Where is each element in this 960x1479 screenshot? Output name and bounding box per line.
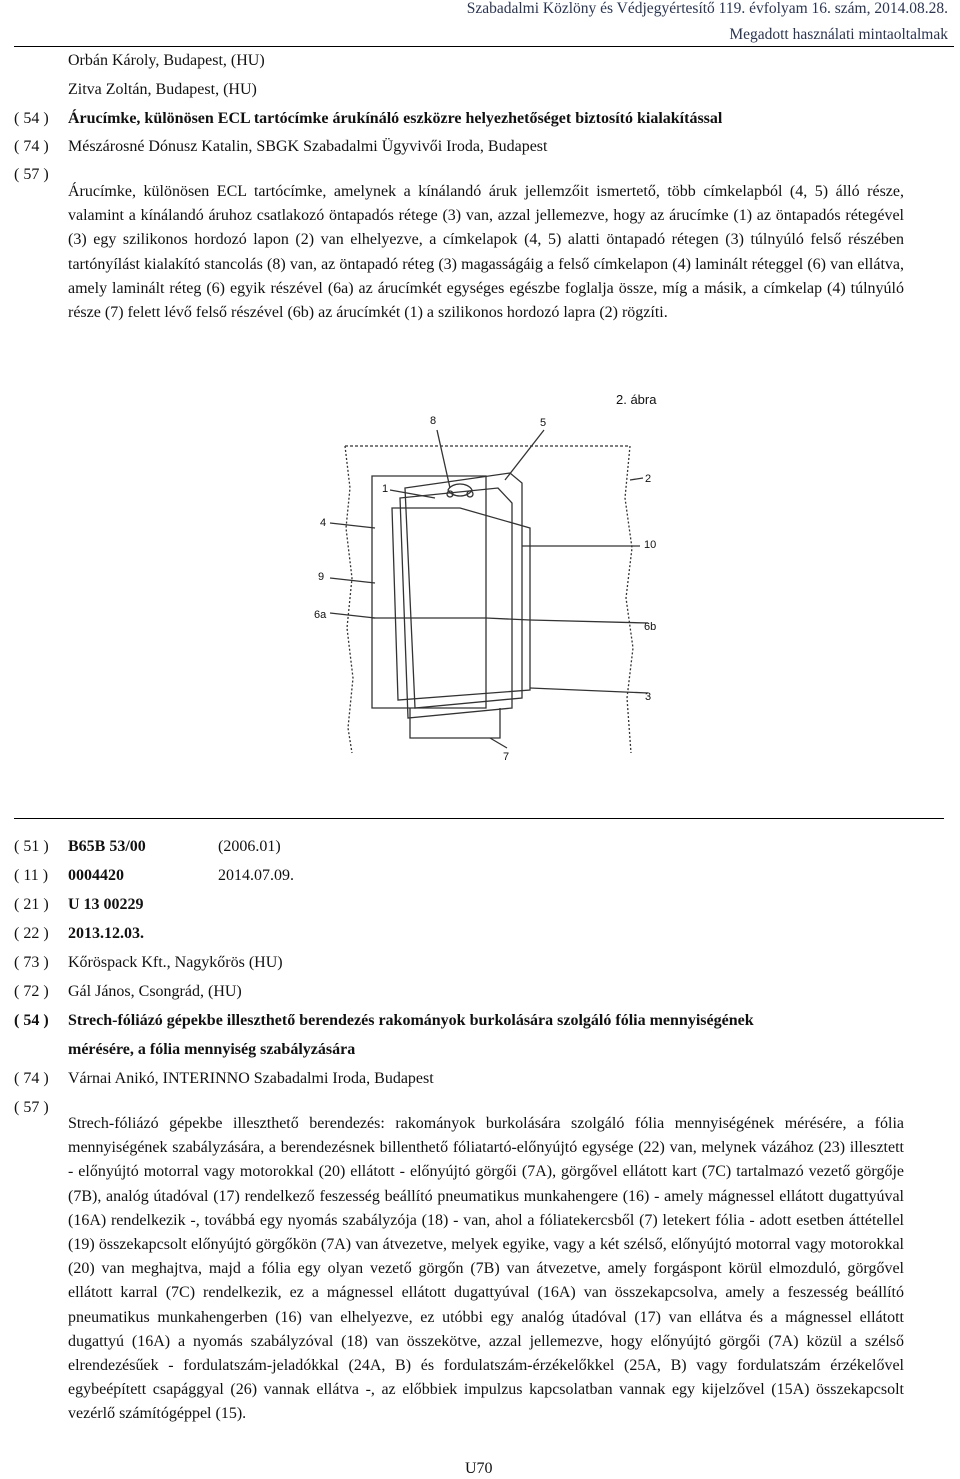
figure-label-9: 9	[318, 571, 325, 583]
abstract-text-entry2: Strech-fóliázó gépekbe illeszthető berendezés: rakományok burkolására szolgáló fólia mennyiségének mérésére, a fólia mennyiségének szabályzására, a berendezésnek billenthető fóliatartó-előnyújtó egysége (22) van, melynek vázához (23) illesztett - előnyújtó motorral vagy motorokkal (20) ellátott - előnyújtó görgői (7A), görgővel ellátott kart (7C) tartalmazó vezető görgője (7B), analóg útadóval (17) rendelkező feszesség beállító pneumatikus munkahengere (16) - amely mágnessel ellátott dugattyúval (16A) rendelkezik -, továbbá egy nyomás szabályzója (18) - van, ahol a fóliatekercsből (7) letekert fólia - adott esetben áttétellel (19) összekapcsolt előnyújtó görgőkön (7A) van átvezetve, melyek egyike, vagy a két szélső, előnyújtó motorral vagy motorokkal (20) van meghajtva, majd a fólia egy olyan vezető görgőn (7B) van átvezetve, amely forgáspont körül elmozduló, görgővel ellátott karral (7C) rendelkezik, ez a mágnessel ellátott dugattyúval (16A) van összekapcsolva, amely a feszesség beállító pneumatikus munkahengerben (16) van elhelyezve, ez utóbbi egy analóg útadóval (17) van ellátva és a mágnessel ellátott dugattyú (16A) a nyomás szabályzóval (18) van összekötve, azzal jellemezve, hogy előnyújtó görgői (7A) közül a szélső elrendezésűek - fordulatszám-jeladókkal (24A, B) és fordulatszám-érzékelőkkel (25A, B) vagy fordulatszám érzékelővel egybeépített csapággyal (26) vannak ellátva -, az előbbiek impulzus kapcsolatban vannak egy kijelzővel (15A) összekapcsolt vezérlő számítógéppel (15).	[68, 1115, 904, 1423]
figure-label-3: 3	[645, 691, 652, 703]
entry1-agent: Mészárosné Dónusz Katalin, SBGK Szabadalmi Ügyvivői Iroda, Budapest	[68, 138, 548, 155]
filing-date: 2013.12.03.	[68, 925, 144, 942]
hanger-hole	[448, 484, 472, 496]
figure-label-1: 1	[382, 483, 389, 495]
label-page-middle	[400, 488, 512, 718]
page-number: U70	[465, 1460, 493, 1477]
abstract-text: Árucímke, különösen ECL tartócímke, amelynek a kínálandó áruk jellemzőit ismertető, több címkelapból (4, 5) álló része, valamint a kínálandó áruhoz csatlakozó öntapadós rétege (3) van, azzal jellemezve, hogy az árucímke (1) az öntapadós rétegével (3) egy szilikonos hordozó lapon (2) van elhelyezve, a címkelapok (4, 5) alatti öntapadó rétegen (3) túlnyúló felső részében tartónyílást kialakító stancolás (8) van, az öntapadó réteg (3) magasságáig a felső címkelapon (4) laminált réteggel (6) van ellátva, amely laminált réteg (6) egyik részével (6a) az árucímkét egységes egészbe foglalja össze, míg a másik, a címkelap (4) túlnyúló része (7) felett lévő felső részével (6b) az árucímkét (1) a szilikonos hordozó lapra (2) rögzíti.	[68, 183, 904, 322]
holder-line-1: Orbán Károly, Budapest, (HU)	[68, 52, 265, 69]
entry2-agent: Várnai Anikó, INTERINNO Szabadalmi Iroda, Budapest	[68, 1070, 434, 1087]
registration-date: 2014.07.09.	[218, 867, 294, 884]
inid-code-74-entry2: ( 74 )	[14, 1070, 49, 1087]
inid-code-73: ( 73 )	[14, 954, 49, 971]
figure-label-4: 4	[320, 517, 327, 529]
journal-header: Szabadalmi Közlöny és Védjegyértesítő 119. évfolyam 16. szám, 2014.08.28.	[466, 0, 948, 17]
entry2-abstract	[68, 1112, 904, 1427]
figure-label-6a: 6a	[314, 609, 327, 621]
application-number: U 13 00229	[68, 896, 144, 913]
entry2-holder: Kőröspack Kft., Nagykőrös (HU)	[68, 954, 283, 971]
section-header: Megadott használati mintaoltalmak	[729, 26, 948, 43]
overhang	[410, 708, 500, 738]
inid-code-57-entry2: ( 57 )	[14, 1099, 49, 1116]
figure-label-2: 2	[645, 473, 652, 485]
entry2-inventor: Gál János, Csongrád, (HU)	[68, 983, 242, 1000]
figure-label-6b: 6b	[644, 621, 657, 633]
registration-number: 0004420	[68, 867, 124, 884]
holder-line-2: Zitva Zoltán, Budapest, (HU)	[68, 81, 257, 98]
entry1-title: Árucímke, különösen ECL tartócímke árukínáló eszközre helyezhetőséget biztosító kialakítással	[68, 110, 723, 127]
inid-code-51: ( 51 )	[14, 838, 49, 855]
inid-code-57: ( 57 )	[14, 166, 49, 183]
inid-code-21: ( 21 )	[14, 896, 49, 913]
header-rule	[14, 46, 954, 47]
entry1-abstract	[68, 180, 904, 325]
figure-label-5: 5	[540, 417, 547, 429]
figure-label-10: 10	[644, 539, 657, 551]
inid-code-11: ( 11 )	[14, 867, 49, 884]
figure-label-7: 7	[503, 751, 510, 763]
backing-sheet-left-edge	[345, 446, 353, 753]
entry2-title-line1: Strech-fóliázó gépekbe illeszthető berendezés rakományok burkolására szolgáló fólia mennyiségének	[68, 1012, 754, 1029]
inid-code-72: ( 72 )	[14, 983, 49, 1000]
ipc-class: B65B 53/00	[68, 838, 146, 855]
entry2-title-line2: mérésére, a fólia mennyiség szabályzására	[68, 1041, 356, 1058]
figure-label-8: 8	[430, 415, 437, 427]
inid-code-54-entry2: ( 54 )	[14, 1012, 49, 1029]
inid-code-22: ( 22 )	[14, 925, 49, 942]
figure-caption: 2. ábra	[616, 392, 657, 407]
backing-sheet-right-edge	[625, 446, 633, 753]
inid-code-54: ( 54 )	[14, 110, 49, 127]
entry-separator-rule	[14, 818, 944, 819]
price-tag-drawing	[300, 408, 670, 768]
inid-code-74: ( 74 )	[14, 138, 49, 155]
ipc-version: (2006.01)	[218, 838, 281, 855]
